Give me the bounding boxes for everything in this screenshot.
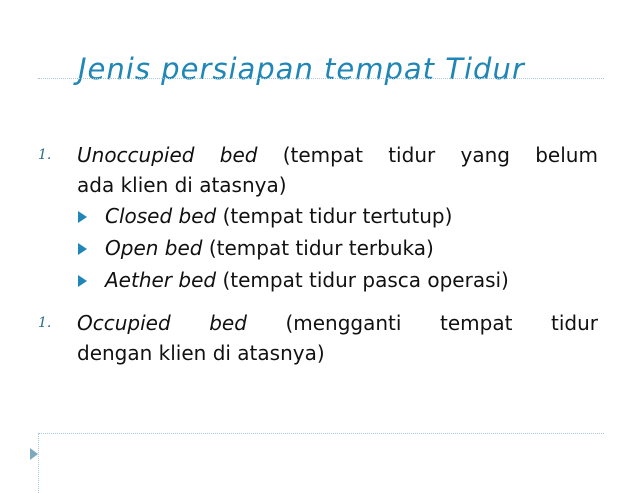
- subitem-aether-bed: [78, 267, 618, 293]
- item-word: (tempat: [282, 143, 363, 167]
- item-word: tidur: [388, 143, 436, 167]
- footer-vertical-divider: [38, 433, 39, 493]
- bullet-arrow-icon: [78, 275, 87, 287]
- corner-triangle-icon: [30, 448, 38, 460]
- item-word: tidur: [550, 311, 598, 335]
- subitem-desc: (tempat tidur terbuka): [202, 236, 434, 260]
- item-word: bed: [209, 311, 247, 335]
- subitem-term: Open bed: [105, 236, 203, 260]
- title-divider: [38, 78, 604, 79]
- item-word: belum: [535, 143, 598, 167]
- subitem-desc: (tempat tidur tertutup): [216, 204, 453, 228]
- subitem-term: Closed bed: [105, 204, 217, 228]
- subitem-closed-bed: [78, 203, 618, 229]
- bullet-arrow-icon: [78, 243, 87, 255]
- item-word: Occupied: [77, 311, 171, 335]
- item-word: (mengganti: [285, 311, 402, 335]
- slide-title: Jenis persiapan tempat Tidur: [78, 52, 525, 86]
- item-word: yang: [460, 143, 510, 167]
- item-line2: dengan klien di atasnya): [77, 341, 325, 365]
- item-word: tempat: [440, 311, 513, 335]
- footer-divider: [38, 433, 604, 434]
- item-number: 1.: [38, 315, 52, 331]
- bullet-arrow-icon: [78, 211, 87, 223]
- item-line1: [77, 142, 598, 168]
- subitem-desc: (tempat tidur pasca operasi): [216, 268, 509, 292]
- item-word: bed: [219, 143, 258, 167]
- item-number: 1.: [38, 147, 52, 163]
- item-line2: ada klien di atasnya): [77, 173, 287, 197]
- item-line1: [77, 310, 598, 336]
- item-word: Unoccupied: [77, 143, 195, 167]
- subitem-term: Aether bed: [105, 268, 217, 292]
- subitem-open-bed: [78, 235, 618, 261]
